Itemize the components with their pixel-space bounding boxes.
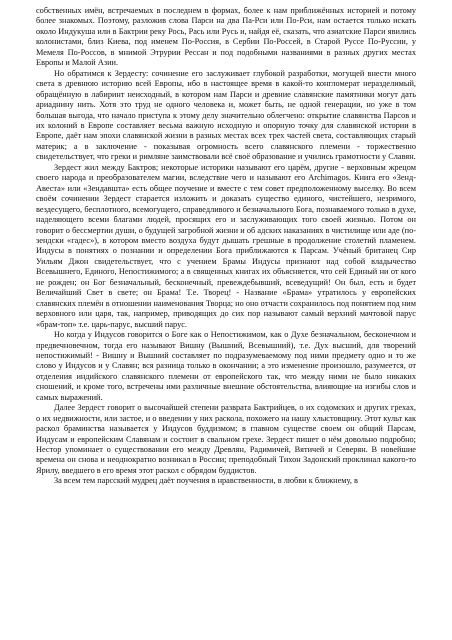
paragraph-6: За всем тем парсский мудрец даёт поучения в нравственности, в любви к ближнему, в xyxy=(54,476,358,486)
paragraph-5: Далее Зердест говорит о высочайшей степени разврата Бактрийцев, о их содомских и других грехах, о их недвижности, или застое, и о введении у них раскола, похожего на нашу хлыстовщину. Этот культ как раскол браминства называется у Индусов буддизмом; в главном существе своем он общий Парсам, Индусам и европейским Славянам и состоит в свальном грехе. Зердест пишет о нём довольно подробно; Нестор упоминает о существовании его между Древлян, Радимичей, Вятичей и Северян. В новейшие времена он снова и неоднократно возникал в России; преподобный Тихон Задонский проклинал какого-то Ярилу, введшего в его время этот раскол с обрядом буддистов. xyxy=(36,403,416,475)
paragraph-3: Зердест жил между Бактров; некоторые историки называют его царём, другие - верховным жрецом своего народа и преобразователем магии, вследствие чего и называют его Archimagos. Книга его «Зенд-Авеста» или «Зендавшта» есть общее поучение и вместе с тем совет предположенному выселку. Во всем своём сочинении Зердест старается изложить и доказать существо единого, чистейшего, незримого, вездесущего, бесплотного, всемогущего, справедливого и безначального Бога, познаваемого только в духе, наделяющего всеми благами людей, просящих его и заслуживающих того своей жизнью. Потом он говорит о бессмертии души, о будущей загробной жизни и об адских наказаниях в чистилище или аде (по-зендски «гадес»), в котором вместо воздуха будут дышать грешные в продолжение столетий пламенем. Индусы в понятиях о познании и определении Бога приближаются к Парсам. Учёный британец Сир Уильям Джон свидетельствует, что с учением Брамы Индусы признают над собой владычество Всевышнего, Единого, Непостижимого; а в священных книгах их объясняется, что сей Единый ни от кого не рожден; он Бог безначальный, бесконечный, превеждебывший, всеведущий! Он был, есть и будет Величайший Свет в свете; он Брама! Т.е. Творец! - Название «Брама» утратилось у европейских славянских племён в отношении наименования Творца; но оно отчасти сохранилось под понятием под ним верховного или царя, так, например, приводящих до сих пор называют самый верхний мачтовой парус «брам-топ» т.е. царь-парус, высший парус. xyxy=(36,162,416,329)
paragraph-1: собственных имён, встречаемых в последнем в формах, более к нам приближённых историей и потому более знакомых. Поэтому, разложив слова Парси на два Па-Рси или По-Рси, нам остается только искать около Индукуша или в Бактрии реку Рось, Рась или Русь и, найдя её, сказать, что азиатские Парси явились колонистами, близ Киева, под именем По-Россия, в Сербии По-Россей, в Старой Руссе По-Руссии, у Мемеля По-Россов, в мнимой Этрурии Рессан и под подобными названиями в разных других местах Европы и Малой Азии. xyxy=(36,6,416,68)
paragraph-2: Но обратимся к Зердесту: сочинение его заслуживает глубокой разработки, могущей внести много света в древнюю историю всей Европы, ибо в настоящее время в какой-то конгломерат неразделимый, обращённую в лабиринт неисходный, в котором нам Парси и древние славянские памятники могут дать ариаднину нить. Хотя это труд не одного человека и, может быть, не одной генерации, но уже в том большая выгода, что начало приступа к этому делу значительно облегчено: открытие славянства Парсов и их колоний в Европе составляет весьма важную исходную и опорную точку для славянской истории в Европе, даёт нам эпохи славянской жизни в разных местах всех трех частей света, составляющих старый материк; а в заключение - показывая огромность всего славянского племени - торжественно свидетельствует, что греки и римляне заимствовали всё своё образование и учились грамотности у Славян. xyxy=(36,68,416,162)
paragraph-4: Но когда у Индусов говорится о Боге как о Непостижимом, как о Духе безначальном, бесконечном и предвечновечном, тогда его называют Вишну (Вышний, Всевышний), т.е. Дух высший, для творений непостижимый! - Вишну и Вышний составляет по подразумеваемому под ними предмету одно и то же слово у Индусов и у Славян; вся разница только в окончании; а это изменение произошло, разумеется, от отделения индийского славянского племени от европейского так, что между ними не было никаких сношений, и кроме того, встречены ими различные внешние обстоятельства, влияющие на изгибы слов и самых выражений. xyxy=(36,330,416,402)
document-page xyxy=(36,6,416,636)
